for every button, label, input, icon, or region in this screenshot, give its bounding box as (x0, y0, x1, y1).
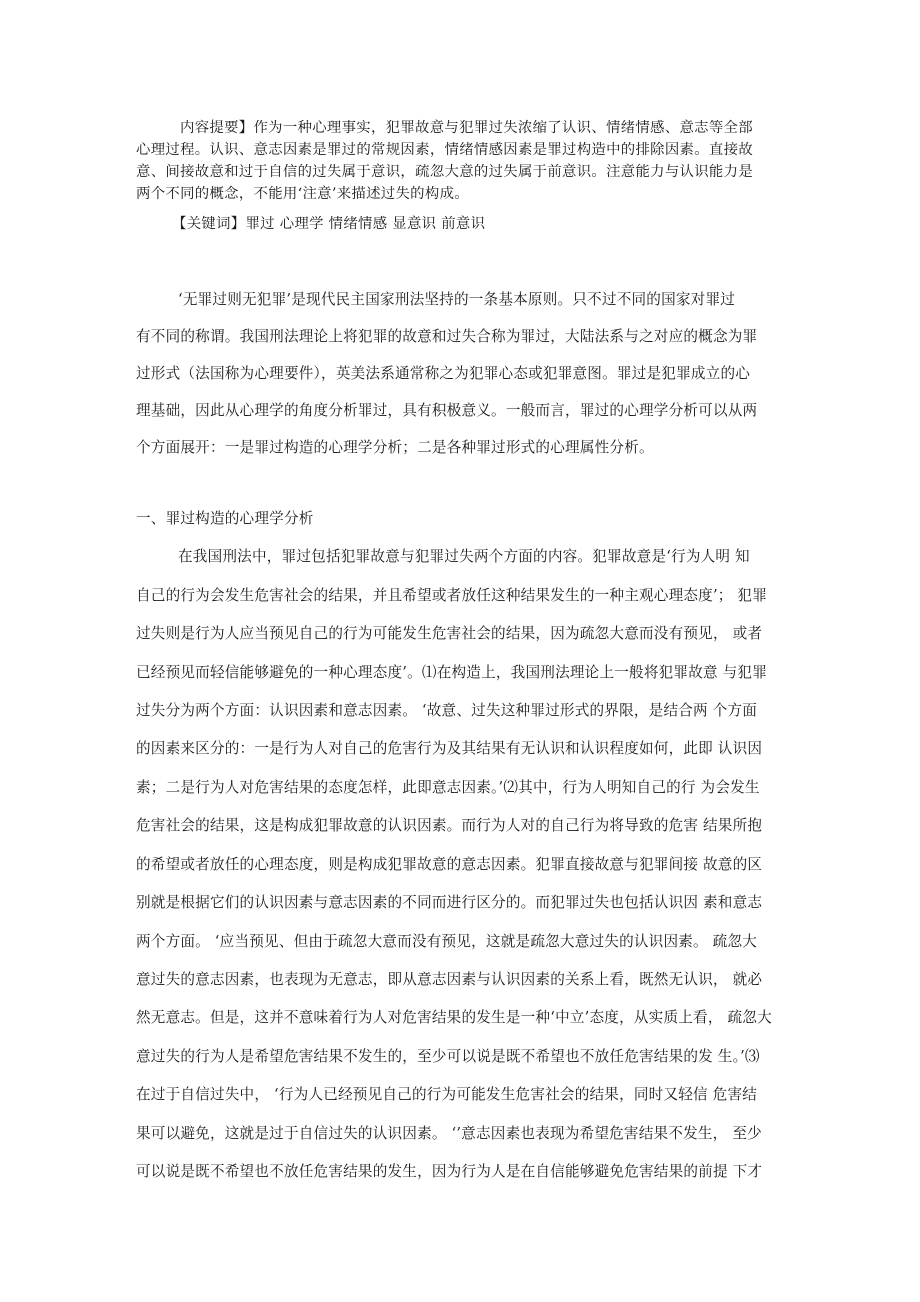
paragraph-line: 危害社会的结果，这是构成犯罪故意的认识因素。而行为人对的自己行为将导致的危害 结果所抱 (136, 817, 763, 834)
keywords: 【关键词】罪过 心理学 情绪情感 显意识 前意识 (172, 216, 486, 232)
paragraph-line: 然无意志。但是，这并不意味着行为人对危害结果的发生是一种‘中立’态度，从实质上看， 疏忽大 (136, 1009, 772, 1026)
paragraph-line: 已经预见而轻信能够避免的一种心理态度’。⑴在构造上，我国刑法理论上一般将犯罪故意 与犯罪 (136, 664, 768, 681)
abstract-line: 意、间接故意和过于自信的过失属于意识，疏忽大意的过失属于前意识。注意能力与认识能力是 (136, 164, 754, 180)
abstract-line: 内容提要】作为一种心理事实，犯罪故意与犯罪过失浓缩了认识、情绪情感、意志等全部 (180, 120, 753, 136)
paragraph-line: 有不同的称谓。我国刑法理论上将犯罪的故意和过失合称为罪过，大陆法系与之对应的概念为罪 (136, 328, 758, 345)
paragraph-line: 过失分为两个方面：认识因素和意志因素。 ‘故意、过失这种罪过形式的界限，是结合两 个方面 (136, 702, 758, 719)
paragraph-line: 素；二是行为人对危害结果的态度怎样，此即意志因素。’⑵其中，行为人明知自己的行 为会发生 (136, 779, 760, 796)
paragraph-line: 两个方面。 ‘应当预见、但由于疏忽大意而没有预见，这就是疏忽大意过失的认识因素。 疏忽大 (136, 933, 758, 950)
paragraph-line: 的希望或者放任的心理态度，则是构成犯罪故意的意志因素。犯罪直接故意与犯罪间接 故意的区 (136, 856, 763, 873)
paragraph-line: 的因素来区分的：一是行为人对自己的危害行为及其结果有无认识和认识程度如何，此即 认识因 (136, 740, 763, 757)
paragraph-line: 理基础，因此从心理学的角度分析罪过，具有积极意义。一般而言，罪过的心理学分析可以从两 (136, 402, 758, 419)
paragraph-line: 在过于自信过失中， ‘行为人已经预见自己的行为可能发生危害社会的结果，同时又轻信 危害结 (136, 1086, 758, 1103)
paragraph-line: 意过失的意志因素，也表现为无意志，即从意志因素与认识因素的关系上看，既然无认识， 就必 (136, 971, 763, 988)
paragraph-line: 果可以避免，这就是过于自信过失的认识因素。 ‘’意志因素也表现为希望危害结果不发生， 至少 (136, 1125, 762, 1142)
paragraph-line: 可以说是既不希望也不放任危害结果的发生，因为行为人是在自信能够避免危害结果的前提 下才 (136, 1163, 763, 1180)
paragraph-line: 过失则是行为人应当预见自己的行为可能发生危害社会的结果，因为疏忽大意而没有预见， 或者 (136, 625, 763, 642)
abstract-line: 心理过程。认识、意志因素是罪过的常规因素，情绪情感因素是罪过构造中的排除因素。直接故 (136, 142, 754, 158)
paragraph-line: 自己的行为会发生危害社会的结果，并且希望或者放任这种结果发生的一种主观心理态度’； 犯罪 (136, 587, 768, 604)
paragraph-line: 别就是根据它们的认识因素与意志因素的不同而进行区分的。而犯罪过失也包括认识因 素和意志 (136, 894, 763, 911)
paragraph-line: 意过失的行为人是希望危害结果不发生的，至少可以说是既不希望也不放任危害结果的发 生。’⑶ (136, 1048, 760, 1065)
paragraph-line: 过形式（法国称为心理要件），英美法系通常称之为犯罪心态或犯罪意图。罪过是犯罪成立的心 (136, 365, 751, 382)
paragraph-line: 在我国刑法中，罪过包括犯罪故意与犯罪过失两个方面的内容。犯罪故意是‘行为人明 知 (178, 548, 750, 565)
section-heading: 一、罪过构造的心理学分析 (136, 510, 314, 527)
abstract-line: 两个不同的概念，不能用‘注意’来描述过失的构成。 (136, 186, 469, 202)
paragraph-line: 个方面展开：一是罪过构造的心理学分析；二是各种罪过形式的心理属性分析。 (136, 439, 654, 456)
paragraph-line: ‘无罪过则无犯罪’是现代民主国家刑法坚持的一条基本原则。只不过不同的国家对罪过 (178, 291, 736, 308)
